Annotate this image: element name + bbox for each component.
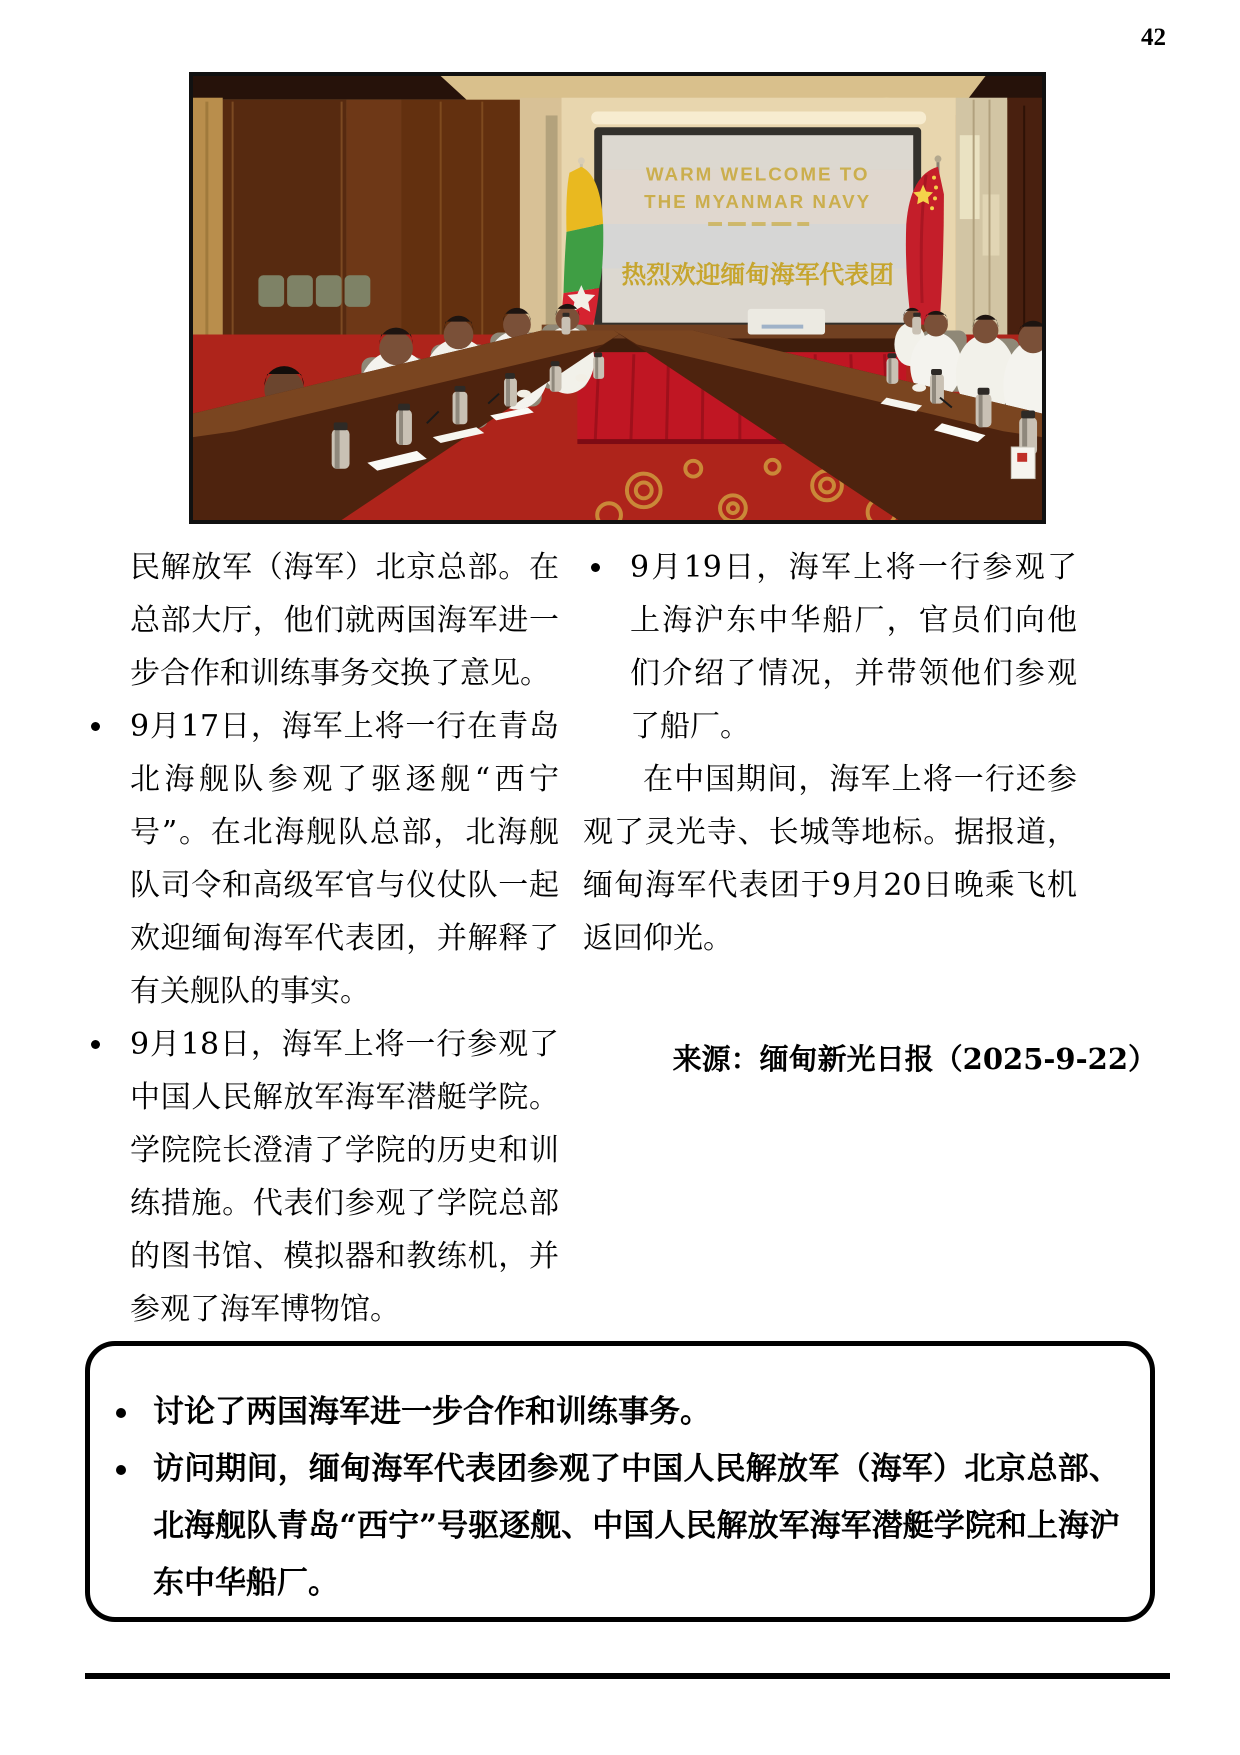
- summary-bullet-list: [90, 1384, 1120, 1612]
- summary-bullet: 讨论了两国海军进一步合作和训练事务。: [153, 1384, 1120, 1441]
- summary-bullet: 访问期间，缅甸海军代表团参观了中国人民解放军（海军）北京总部、北海舰队青岛“西宁”号驱逐舰、中国人民解放军海军潜艇学院和上海沪东中华船厂。: [153, 1441, 1120, 1612]
- summary-box: [85, 1341, 1155, 1622]
- screen-text-en-2: THE MYANMAR NAVY: [644, 191, 872, 213]
- right-bullet-list: [583, 541, 1077, 753]
- meeting-room-scene: [193, 76, 1042, 520]
- body-paragraph: 在中国期间，海军上将一行还参观了灵光寺、长城等地标。据报道，缅甸海军代表团于9月20日晚乘飞机返回仰光。: [583, 762, 1077, 956]
- projector: [748, 309, 825, 335]
- left-bullet-list: [85, 700, 559, 1336]
- page-number: 42: [1141, 24, 1166, 51]
- intro-paragraph: 民解放军（海军）北京总部。在总部大厅，他们就两国海军进一步合作和训练事务交换了意见。: [130, 550, 559, 691]
- source-line: 来源：缅甸新光日报（2025-9-22）: [672, 1042, 1157, 1076]
- text-columns: [85, 541, 1157, 1336]
- footer-rule: [85, 1673, 1170, 1679]
- screen-text-en-1: WARM WELCOME TO: [645, 163, 870, 185]
- right-column: [583, 541, 1157, 1336]
- bullet-item: 9月19日，海军上将一行参观了上海沪东中华船厂，官员们向他们介绍了情况，并带领他们参观了船厂。: [630, 541, 1077, 753]
- bullet-item: 9月17日，海军上将一行在青岛北海舰队参观了驱逐舰“西宁号”。在北海舰队总部，北海舰队司令和高级军官与仪仗队一起欢迎缅甸海军代表团，并解释了有关舰队的事实。: [130, 700, 559, 1018]
- screen-text-cn: 热烈欢迎缅甸海军代表团: [621, 262, 894, 290]
- bullet-item: 9月18日，海军上将一行参观了中国人民解放军海军潜艇学院。学院院长澄清了学院的历史和训练措施。代表们参观了学院总部的图书馆、模拟器和教练机，并参观了海军博物馆。: [130, 1018, 559, 1336]
- left-column: [85, 541, 559, 1336]
- article-photo: [189, 72, 1046, 524]
